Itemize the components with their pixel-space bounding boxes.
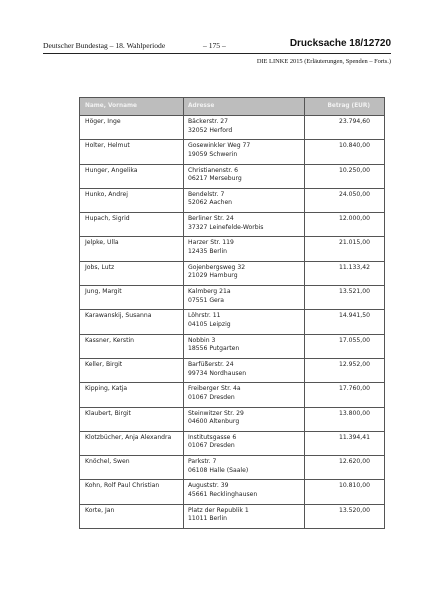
donor-address <box>184 504 305 528</box>
address-street: Barfüßerstr. 24 <box>188 360 234 368</box>
address-street: Harzer Str. 119 <box>188 239 234 247</box>
address-city: 12435 Berlin <box>188 248 228 256</box>
table-row <box>80 164 385 188</box>
donation-amount: 12.952,00 <box>305 358 385 382</box>
donor-address <box>184 261 305 285</box>
donor-name: Hupach, Sigrid <box>80 213 184 237</box>
page-header <box>43 38 391 52</box>
header-left: Deutscher Bundestag – 18. Wahlperiode <box>43 41 166 50</box>
donor-address <box>184 310 305 334</box>
table-row <box>80 116 385 140</box>
address-city: 19059 Schwerin <box>188 150 238 158</box>
donation-amount: 17.760,00 <box>305 383 385 407</box>
table-row <box>80 383 385 407</box>
donor-address <box>184 237 305 261</box>
table-row <box>80 456 385 480</box>
donor-name: Knöchel, Swen <box>80 456 184 480</box>
table-row <box>80 261 385 285</box>
donation-amount: 12.620,00 <box>305 456 385 480</box>
address-street: Berliner Str. 24 <box>188 215 234 223</box>
address-street: Platz der Republik 1 <box>188 506 249 514</box>
address-city: 04105 Leipzig <box>188 320 231 328</box>
donation-amount: 11.394,41 <box>305 431 385 455</box>
address-street: Institutsgasse 6 <box>188 433 237 441</box>
donor-address <box>184 383 305 407</box>
address-city: 04600 Altenburg <box>188 418 240 426</box>
address-city: 32052 Herford <box>188 126 233 134</box>
donation-amount: 13.521,00 <box>305 286 385 310</box>
donor-name: Hunko, Andrej <box>80 188 184 212</box>
table-header-row <box>80 98 385 116</box>
donation-amount: 11.133,42 <box>305 261 385 285</box>
donation-amount: 21.015,00 <box>305 237 385 261</box>
table-row <box>80 188 385 212</box>
donor-name: Korte, Jan <box>80 504 184 528</box>
address-street: Christianenstr. 6 <box>188 166 239 174</box>
address-street: Freiberger Str. 4a <box>188 385 241 393</box>
donor-address <box>184 188 305 212</box>
address-city: 01067 Dresden <box>188 393 235 401</box>
donation-amount: 10.840,00 <box>305 140 385 164</box>
address-street: Auguststr. 39 <box>188 482 229 490</box>
table-row <box>80 407 385 431</box>
donor-address <box>184 334 305 358</box>
donation-amount: 13.800,00 <box>305 407 385 431</box>
donor-name: Jung, Margit <box>80 286 184 310</box>
table-row <box>80 286 385 310</box>
address-street: Bendelstr. 7 <box>188 190 225 198</box>
address-city: 01067 Dresden <box>188 442 235 450</box>
address-city: 52062 Aachen <box>188 199 233 207</box>
table-row <box>80 480 385 504</box>
donor-address <box>184 116 305 140</box>
address-street: Parkstr. 7 <box>188 458 217 466</box>
address-city: 99734 Nordhausen <box>188 369 247 377</box>
donor-address <box>184 358 305 382</box>
donation-amount: 24.050,00 <box>305 188 385 212</box>
address-city: 37327 Leinefelde-Worbis <box>188 223 264 231</box>
address-city: 07551 Gera <box>188 296 225 304</box>
address-street: Steinwitzer Str. 29 <box>188 409 244 417</box>
column-header-amount: Betrag (EUR) <box>305 98 385 116</box>
address-street: Nobbin 3 <box>188 336 216 344</box>
table-row <box>80 334 385 358</box>
address-city: 06217 Merseburg <box>188 175 242 183</box>
donor-address <box>184 286 305 310</box>
table-row <box>80 310 385 334</box>
donation-amount: 17.055,00 <box>305 334 385 358</box>
address-street: Bäckerstr. 27 <box>188 118 228 125</box>
donor-address <box>184 140 305 164</box>
donation-amount: 10.810,00 <box>305 480 385 504</box>
address-street: Löhrstr. 11 <box>188 312 221 320</box>
donation-amount: 12.000,00 <box>305 213 385 237</box>
address-city: 06108 Halle (Saale) <box>188 466 249 474</box>
table-row <box>80 237 385 261</box>
donor-name: Kipping, Katja <box>80 383 184 407</box>
address-street: Kalmberg 21a <box>188 288 231 296</box>
donor-name: Jobs, Lutz <box>80 261 184 285</box>
donation-amount: 23.794,60 <box>305 116 385 140</box>
donor-name: Karawanskij, Susanna <box>80 310 184 334</box>
section-subtitle: DIE LINKE 2015 (Erläuterungen, Spenden – Forts.) <box>256 58 391 65</box>
page-number: – 175 – <box>203 41 226 50</box>
donation-amount: 10.250,00 <box>305 164 385 188</box>
document-number: Drucksache 18/12720 <box>289 38 391 49</box>
address-street: Gosewinkler Weg 77 <box>188 142 251 150</box>
donor-name: Keller, Birgit <box>80 358 184 382</box>
donor-name: Hunger, Angelika <box>80 164 184 188</box>
table-row <box>80 431 385 455</box>
table-row <box>80 213 385 237</box>
donor-address <box>184 213 305 237</box>
donor-name: Holter, Helmut <box>80 140 184 164</box>
donor-name: Höger, Inge <box>80 116 184 140</box>
donations-table <box>79 97 385 529</box>
donor-address <box>184 456 305 480</box>
address-street: Gojenbergsweg 32 <box>188 263 246 271</box>
donor-name: Kohn, Rolf Paul Christian <box>80 480 184 504</box>
address-city: 21029 Hamburg <box>188 272 238 280</box>
address-city: 45661 Recklinghausen <box>188 491 258 499</box>
table-row <box>80 358 385 382</box>
donor-name: Klotzbücher, Anja Alexandra <box>80 431 184 455</box>
donor-name: Kassner, Kerstin <box>80 334 184 358</box>
donor-name: Klaubert, Birgit <box>80 407 184 431</box>
donor-name: Jelpke, Ulla <box>80 237 184 261</box>
address-city: 18556 Putgarten <box>188 345 240 353</box>
donor-address <box>184 431 305 455</box>
donation-amount: 13.520,00 <box>305 504 385 528</box>
donor-address <box>184 164 305 188</box>
table-row <box>80 140 385 164</box>
column-header-name: Name, Vorname <box>80 98 184 116</box>
donor-address <box>184 407 305 431</box>
donation-amount: 14.941,50 <box>305 310 385 334</box>
table-row <box>80 504 385 528</box>
header-rule <box>43 53 391 54</box>
donor-address <box>184 480 305 504</box>
address-city: 11011 Berlin <box>188 515 228 523</box>
column-header-address: Adresse <box>184 98 305 116</box>
